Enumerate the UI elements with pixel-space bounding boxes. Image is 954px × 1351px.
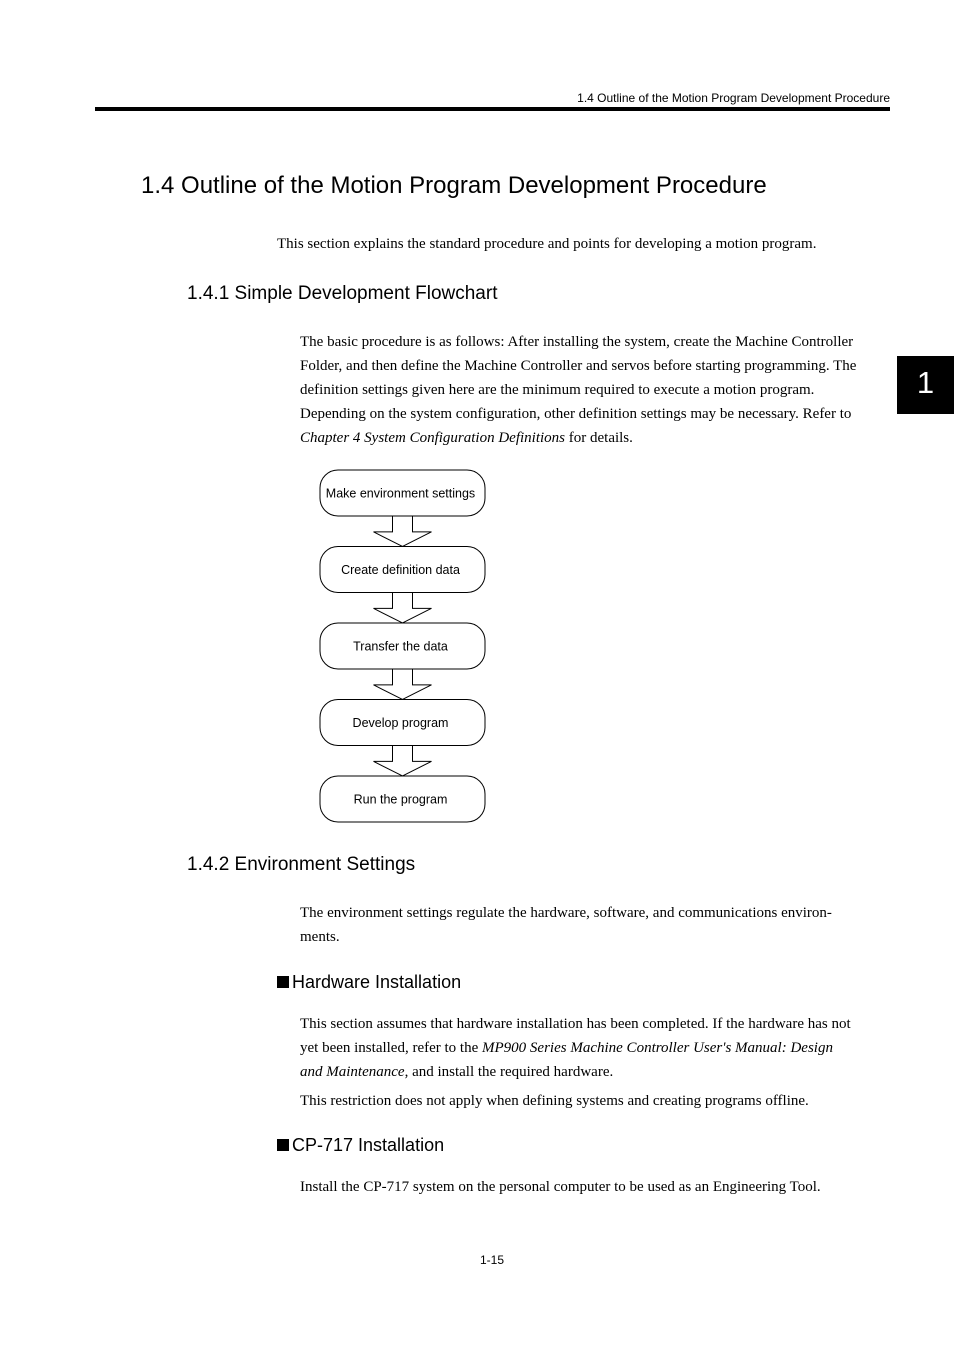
manual-title: and Maintenance: [300, 1064, 405, 1080]
text-line: [300, 1060, 890, 1084]
text-line: ments.: [300, 929, 340, 945]
flowchart-step-label: Develop program: [352, 716, 449, 730]
reference-tail: for details.: [565, 430, 633, 446]
chapter-tab: 1: [897, 356, 954, 414]
text-line: The basic procedure is as follows: After installing the system, create the Machine Controller: [300, 334, 854, 350]
heading-text: Hardware Installation: [292, 972, 462, 992]
environment-description: [300, 901, 890, 949]
cp717-installation-heading: [277, 1135, 444, 1156]
text-line: Folder, and then define the Machine Controller and servos before starting programming. The: [300, 358, 857, 374]
text-line: The environment settings regulate the hardware, software, and communications environ-: [300, 905, 832, 921]
hardware-paragraph: [300, 1012, 890, 1084]
hardware-restriction-note: This restriction does not apply when defining systems and creating programs offline.: [300, 1093, 809, 1109]
running-header: 1.4 Outline of the Motion Program Development Procedure: [577, 91, 890, 105]
flowchart-arrow: [374, 593, 432, 624]
hardware-installation-heading: [277, 972, 461, 993]
square-bullet-icon: [277, 1139, 289, 1151]
heading-text: CP-717 Installation: [292, 1135, 445, 1155]
text-line: definition settings given here are the minimum required to execute a motion program.: [300, 382, 815, 398]
flowchart-arrow: [374, 516, 432, 547]
page-number: 1-15: [479, 1253, 505, 1267]
text-line: This section assumes that hardware installation has been completed. If the hardware has not: [300, 1016, 851, 1032]
manual-title: MP900 Series Machine Controller User's Manual: Design: [482, 1040, 833, 1056]
chapter-reference: Chapter 4 System Configuration Definitions: [300, 430, 565, 446]
square-bullet-icon: [277, 976, 289, 988]
flowchart-arrow: [374, 669, 432, 700]
flowchart-step-label: Run the program: [353, 792, 448, 807]
flowchart-step-label: Make environment settings: [325, 486, 476, 501]
cp717-paragraph: Install the CP-717 system on the personal computer to be used as an Engineering Tool.: [300, 1179, 821, 1195]
text-run: , and install the required hardware.: [404, 1064, 614, 1080]
text-line: Depending on the system configuration, other definition settings may be necessary. Refer to: [300, 406, 852, 422]
flowchart-step-label: Create definition data: [341, 563, 460, 577]
flowchart-step-label: Transfer the data: [353, 639, 448, 654]
text-run: yet been installed, refer to the: [300, 1040, 483, 1056]
section-title: 1.4 Outline of the Motion Program Development Procedure: [141, 172, 767, 199]
section-intro: This section explains the standard procedure and points for developing a motion program.: [277, 236, 817, 252]
flowchart-arrow: [374, 746, 432, 777]
text-line: [300, 1036, 890, 1060]
subsection-title-1-4-1: 1.4.1 Simple Development Flowchart: [187, 283, 498, 304]
subsection-title-1-4-2: 1.4.2 Environment Settings: [187, 854, 416, 875]
